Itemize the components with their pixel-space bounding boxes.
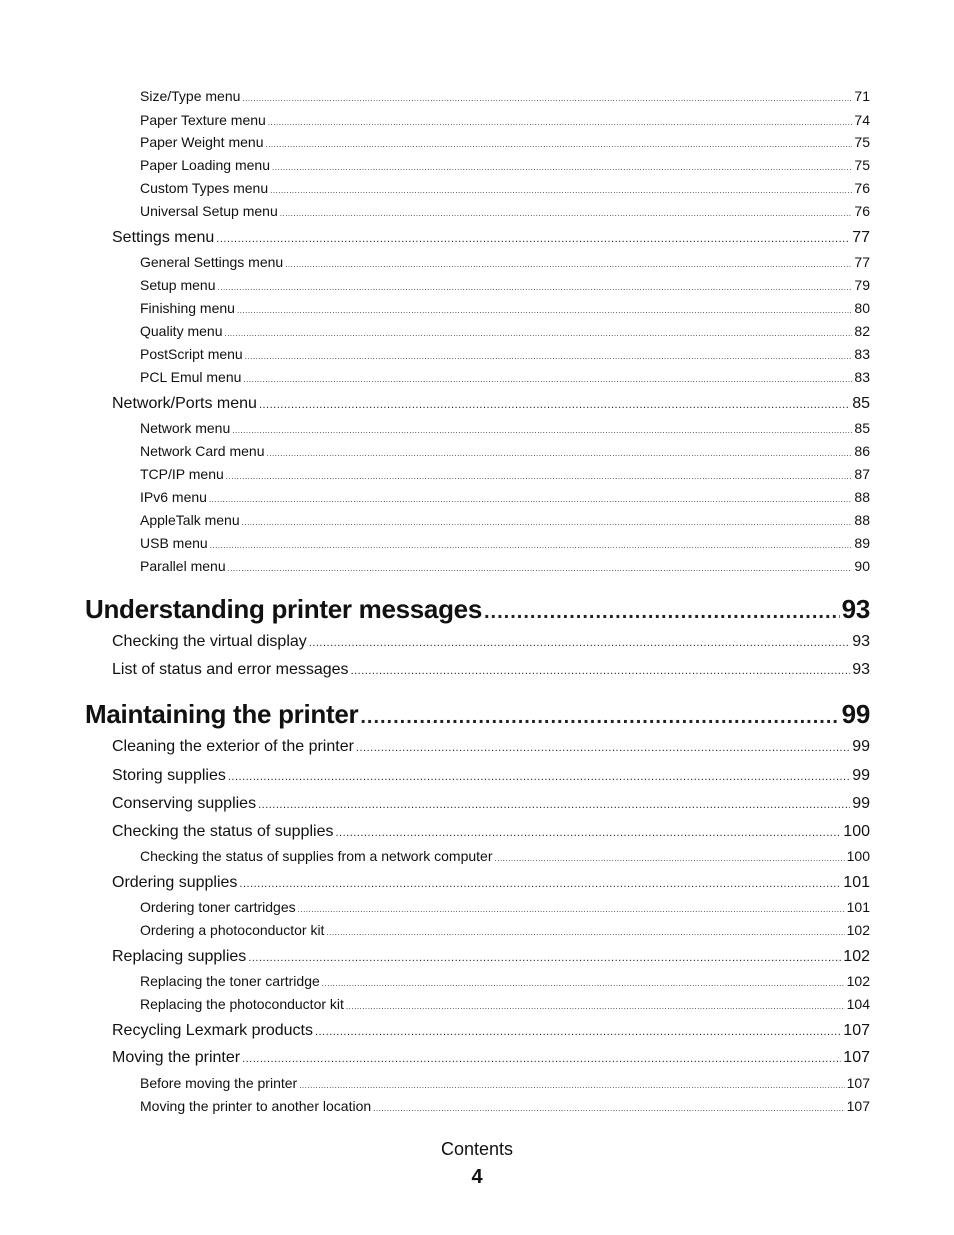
toc-entry[interactable] [85, 699, 870, 731]
dot-leader [356, 742, 850, 754]
toc-entry-page: 93 [852, 661, 870, 678]
toc-entry[interactable] [112, 1022, 870, 1042]
dot-leader [373, 1104, 845, 1113]
toc-entry[interactable] [140, 112, 870, 130]
toc-entry-title: Recycling Lexmark products [112, 1022, 313, 1039]
toc-entry-title: Before moving the printer [140, 1075, 298, 1091]
toc-entry-page: 88 [854, 489, 870, 505]
dot-leader [299, 1081, 844, 1090]
toc-entry-title: List of status and error messages [112, 661, 349, 678]
toc-entry[interactable] [112, 633, 870, 653]
toc-entry-page: 107 [843, 1022, 870, 1039]
dot-leader [265, 140, 852, 149]
toc-entry-title: Universal Setup menu [140, 203, 278, 219]
toc-entry-title: Checking the virtual display [112, 633, 307, 650]
toc-entry-page: 99 [852, 767, 870, 784]
toc-entry-title: Settings menu [112, 229, 215, 246]
dot-leader [210, 541, 853, 550]
dot-leader [272, 163, 852, 172]
toc-entry-page: 104 [846, 996, 870, 1012]
toc-entry[interactable] [140, 922, 870, 940]
dot-leader [216, 233, 850, 245]
dot-leader [259, 399, 850, 411]
toc-entry[interactable] [140, 466, 870, 484]
dot-leader [258, 799, 850, 811]
toc-entry[interactable] [112, 229, 870, 249]
dot-leader [309, 637, 850, 649]
dot-leader [315, 1026, 841, 1038]
dot-leader [267, 449, 853, 458]
toc-entry-page: 100 [846, 848, 870, 864]
toc-entry-page: 83 [854, 346, 870, 362]
toc-entry-title: USB menu [140, 535, 208, 551]
toc-entry-title: Storing supplies [112, 767, 226, 784]
dot-leader [335, 827, 841, 839]
toc-entry-page: 100 [843, 823, 870, 840]
toc-entry[interactable] [112, 874, 870, 894]
toc-entry-title: Ordering supplies [112, 874, 238, 891]
toc-entry-title: Finishing menu [140, 300, 235, 316]
toc-entry-title: IPv6 menu [140, 489, 207, 505]
toc-entry-title: Cleaning the exterior of the printer [112, 738, 354, 755]
toc-entry[interactable] [140, 323, 870, 341]
dot-leader [243, 375, 852, 384]
dot-leader [360, 706, 839, 729]
toc-entry-title: Conserving supplies [112, 795, 257, 812]
toc-entry-title: Replacing the toner cartridge [140, 973, 320, 989]
toc-entry[interactable] [140, 203, 870, 221]
toc-entry-page: 88 [854, 512, 870, 528]
toc-entry-title: Replacing the photoconductor kit [140, 996, 344, 1012]
toc-entry-page: 75 [854, 157, 870, 173]
toc-entry[interactable] [112, 767, 870, 787]
footer-label: Contents [440, 1139, 514, 1159]
dot-leader [239, 878, 841, 890]
toc-entry[interactable] [140, 134, 870, 152]
dot-leader [218, 283, 853, 292]
toc-entry-title: Replacing supplies [112, 948, 247, 965]
toc-entry[interactable] [140, 277, 870, 295]
dot-leader [242, 1053, 841, 1065]
toc-entry-page: 83 [854, 369, 870, 385]
dot-leader [268, 118, 853, 127]
toc-entry-title: Maintaining the printer [85, 699, 359, 729]
toc-entry-title: General Settings menu [140, 254, 284, 270]
dot-leader [270, 186, 852, 195]
toc-entry-page: 107 [846, 1075, 870, 1091]
toc-entry-title: Paper Loading menu [140, 157, 270, 173]
toc-entry-title: Custom Types menu [140, 180, 269, 196]
dot-leader [228, 564, 853, 573]
dot-leader [326, 928, 844, 937]
toc-entry-page: 77 [852, 229, 870, 246]
toc-entry[interactable] [112, 738, 870, 758]
toc-entry[interactable] [140, 996, 870, 1014]
toc-entry[interactable] [112, 795, 870, 815]
dot-leader [280, 209, 853, 218]
toc-entry-page: 71 [854, 88, 870, 104]
dot-leader [242, 518, 853, 527]
toc-entry-page: 80 [854, 300, 870, 316]
dot-leader [242, 94, 852, 103]
toc-entry[interactable] [140, 443, 870, 461]
toc-entry-page: 82 [854, 323, 870, 339]
toc-entry-page: 76 [854, 180, 870, 196]
toc-entry-title: PostScript menu [140, 346, 243, 362]
toc-entry[interactable] [112, 823, 870, 843]
toc-entry-page: 99 [852, 738, 870, 755]
toc-entry[interactable] [140, 973, 870, 991]
toc-entry-page: 107 [843, 1049, 870, 1066]
dot-leader [248, 952, 841, 964]
toc-entry-title: Ordering toner cartridges [140, 899, 296, 915]
toc-entry[interactable] [140, 1098, 870, 1116]
toc-entry-page: 102 [843, 948, 870, 965]
toc-entry-page: 102 [846, 973, 870, 989]
dot-leader [228, 771, 850, 783]
toc-entry[interactable] [85, 594, 870, 626]
toc-entry-title: Checking the status of supplies from a network computer [140, 848, 493, 864]
toc-entry-page: 74 [854, 112, 870, 128]
toc-entry[interactable] [112, 661, 870, 681]
toc-entry-title: Paper Weight menu [140, 134, 264, 150]
toc-entry[interactable] [140, 300, 870, 318]
dot-leader [226, 472, 853, 481]
toc-entry-title: Checking the status of supplies [112, 823, 334, 840]
toc-entry-page: 102 [846, 922, 870, 938]
dot-leader [298, 905, 845, 914]
toc-entry[interactable] [112, 948, 870, 968]
dot-leader [484, 601, 840, 624]
dot-leader [285, 260, 852, 269]
toc-entry-title: Network Card menu [140, 443, 265, 459]
toc-entry-page: 101 [846, 899, 870, 915]
toc-entry[interactable] [140, 558, 870, 576]
toc-entry[interactable] [140, 369, 870, 387]
toc-entry[interactable] [112, 1049, 870, 1069]
toc-entry-title: Parallel menu [140, 558, 226, 574]
toc-entry[interactable] [140, 157, 870, 175]
toc-entry-title: Moving the printer [112, 1049, 241, 1066]
toc-entry-page: 75 [854, 134, 870, 150]
dot-leader [237, 306, 852, 315]
toc-entry-title: Understanding printer messages [85, 594, 482, 624]
toc-entry[interactable] [140, 88, 870, 106]
toc-entry[interactable] [140, 535, 870, 553]
dot-leader [232, 426, 852, 435]
toc-entry-page: 86 [854, 443, 870, 459]
toc-entry-page: 101 [843, 874, 870, 891]
toc-entry-page: 85 [852, 395, 870, 412]
toc-entry-title: PCL Emul menu [140, 369, 242, 385]
toc-entry[interactable] [140, 180, 870, 198]
toc-entry-title: Moving the printer to another location [140, 1098, 372, 1114]
toc-entry[interactable] [140, 254, 870, 272]
toc-entry-title: AppleTalk menu [140, 512, 240, 528]
toc-entry-page: 89 [854, 535, 870, 551]
page-number: 4 [471, 1166, 483, 1188]
dot-leader [322, 979, 845, 988]
toc-entry-page: 90 [854, 558, 870, 574]
dot-leader [245, 352, 853, 361]
toc-entry-page: 77 [854, 254, 870, 270]
toc-entry[interactable] [140, 848, 870, 866]
dot-leader [224, 329, 852, 338]
toc-entry-title: Quality menu [140, 323, 223, 339]
toc-entry[interactable] [112, 395, 870, 415]
dot-leader [495, 854, 845, 863]
toc-entry-page: 87 [854, 466, 870, 482]
toc-entry-page: 99 [841, 699, 870, 729]
dot-leader [209, 495, 852, 504]
toc-entry-page: 79 [854, 277, 870, 293]
toc-entry-page: 107 [846, 1098, 870, 1114]
toc-entry-title: TCP/IP menu [140, 466, 224, 482]
toc-entry-page: 99 [852, 795, 870, 812]
toc-entry-title: Network menu [140, 420, 231, 436]
toc-entry-title: Network/Ports menu [112, 395, 257, 412]
toc-entry[interactable] [140, 899, 870, 917]
toc-entry[interactable] [140, 512, 870, 530]
toc-entry-page: 85 [854, 420, 870, 436]
toc-entry-page: 93 [841, 594, 870, 624]
dot-leader [346, 1002, 845, 1011]
toc-entry-title: Size/Type menu [140, 88, 241, 104]
toc-entry-title: Ordering a photoconductor kit [140, 922, 325, 938]
toc-entry-title: Setup menu [140, 277, 216, 293]
toc-entry-title: Paper Texture menu [140, 112, 266, 128]
toc-entry[interactable] [140, 1075, 870, 1093]
toc-entry-page: 76 [854, 203, 870, 219]
toc-entry[interactable] [140, 420, 870, 438]
dot-leader [351, 665, 851, 677]
toc-entry[interactable] [140, 489, 870, 507]
toc-entry-page: 93 [852, 633, 870, 650]
toc-entry[interactable] [140, 346, 870, 364]
